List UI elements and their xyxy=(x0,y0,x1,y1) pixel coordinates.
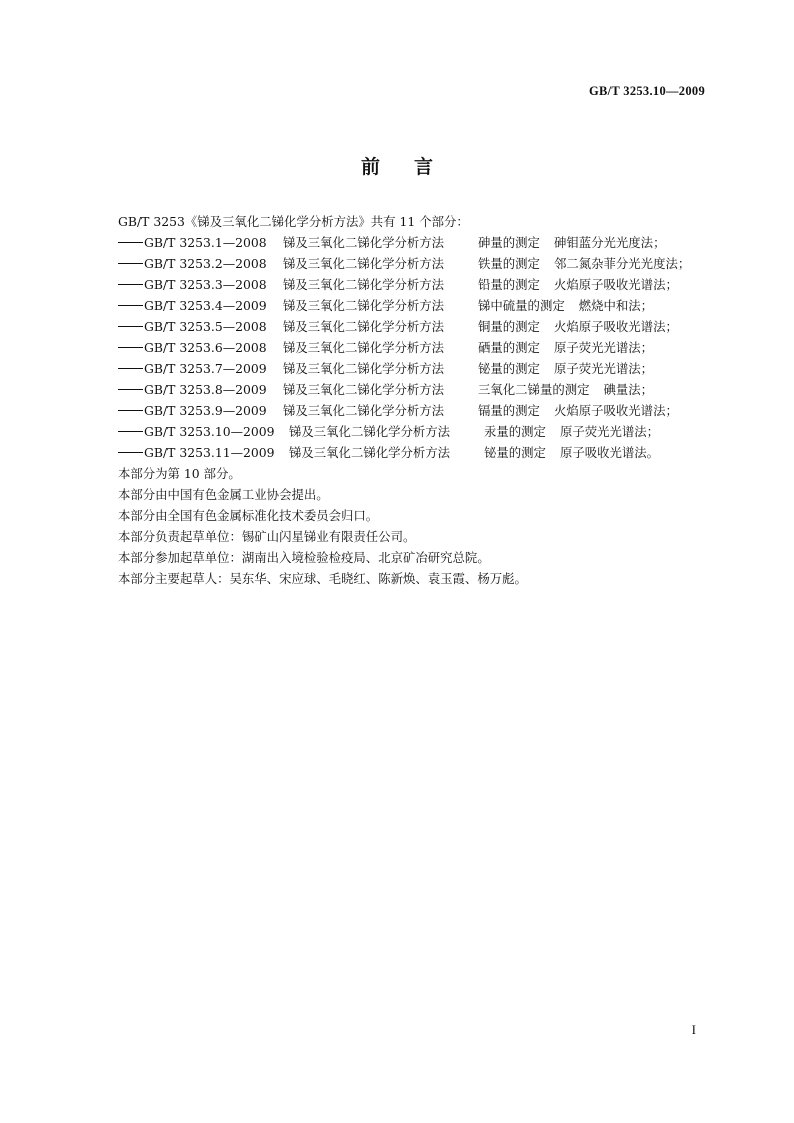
title-char-2: 言 xyxy=(414,156,434,178)
part-title: 锑及三氧化二锑化学分析方法 xyxy=(283,382,445,397)
note-line: 本部分参加起草单位：湖南出入境检验检疫局、北京矿冶研究总院。 xyxy=(118,550,490,565)
part-line xyxy=(118,379,718,400)
part-method: 火焰原子吸收光谱法； xyxy=(553,277,678,292)
part-title: 锑及三氧化二锑化学分析方法 xyxy=(283,319,445,334)
part-line xyxy=(118,253,718,274)
part-subject: 三氧化二锑量的测定 xyxy=(478,382,590,397)
title-char-1: 前 xyxy=(360,156,380,178)
part-number: GB/T 3253.6—2008 xyxy=(144,340,267,355)
part-subject: 铅量的测定 xyxy=(478,277,540,292)
part-number: GB/T 3253.5—2008 xyxy=(144,319,267,334)
part-line xyxy=(118,337,718,358)
part-number: GB/T 3253.4—2009 xyxy=(144,298,267,313)
part-line xyxy=(118,421,718,442)
part-subject: 汞量的测定 xyxy=(484,424,546,439)
part-number: GB/T 3253.10—2009 xyxy=(144,424,275,439)
em-dash xyxy=(118,452,143,453)
part-number: GB/T 3253.9—2009 xyxy=(144,403,267,418)
notes-list xyxy=(118,463,718,589)
part-method: 砷钼蓝分光光度法； xyxy=(553,235,666,250)
part-subject: 铁量的测定 xyxy=(478,256,540,271)
part-number: GB/T 3253.3—2008 xyxy=(144,277,267,292)
part-title: 锑及三氧化二锑化学分析方法 xyxy=(283,361,445,376)
part-title: 锑及三氧化二锑化学分析方法 xyxy=(289,445,451,460)
intro-line: GB/T 3253《锑及三氧化二锑化学分析方法》共有 11 个部分： xyxy=(118,214,469,229)
em-dash xyxy=(118,305,143,306)
part-subject: 硒量的测定 xyxy=(478,340,540,355)
note-line: 本部分主要起草人：吴东华、宋应球、毛晓红、陈新焕、袁玉霞、杨万彪。 xyxy=(118,571,527,586)
foreword-body xyxy=(118,211,718,589)
part-method: 邻二氮杂菲分光光度法； xyxy=(553,256,691,271)
note-line: 本部分由中国有色金属工业协会提出。 xyxy=(118,487,329,502)
part-line xyxy=(118,274,718,295)
part-method: 碘量法； xyxy=(603,382,654,397)
part-line xyxy=(118,358,718,379)
part-subject: 铜量的测定 xyxy=(478,319,540,334)
parts-list xyxy=(118,232,718,463)
part-method: 原子荧光光谱法； xyxy=(553,361,654,376)
part-subject: 铋量的测定 xyxy=(478,361,540,376)
part-title: 锑及三氧化二锑化学分析方法 xyxy=(283,277,445,292)
part-title: 锑及三氧化二锑化学分析方法 xyxy=(283,256,445,271)
part-method: 燃烧中和法； xyxy=(578,298,654,313)
part-number: GB/T 3253.8—2009 xyxy=(144,382,267,397)
part-subject: 锑中硫量的测定 xyxy=(478,298,565,313)
page-number: I xyxy=(691,1022,696,1037)
em-dash xyxy=(118,347,143,348)
part-number: GB/T 3253.7—2009 xyxy=(144,361,267,376)
em-dash xyxy=(118,263,143,264)
em-dash xyxy=(118,242,143,243)
note-line: 本部分为第 10 部分。 xyxy=(118,466,241,481)
part-method: 原子吸收光谱法。 xyxy=(559,445,660,460)
part-title: 锑及三氧化二锑化学分析方法 xyxy=(283,298,445,313)
page-title xyxy=(0,152,794,179)
part-method: 火焰原子吸收光谱法； xyxy=(553,319,678,334)
em-dash xyxy=(118,368,143,369)
part-line xyxy=(118,316,718,337)
part-subject: 砷量的测定 xyxy=(478,235,540,250)
em-dash xyxy=(118,284,143,285)
part-number: GB/T 3253.1—2008 xyxy=(144,235,267,250)
em-dash xyxy=(118,326,143,327)
part-method: 原子荧光光谱法； xyxy=(559,424,660,439)
part-subject: 镉量的测定 xyxy=(478,403,540,418)
standard-code: GB/T 3253.10—2009 xyxy=(589,84,705,98)
part-method: 原子荧光光谱法； xyxy=(553,340,654,355)
part-title: 锑及三氧化二锑化学分析方法 xyxy=(289,424,451,439)
em-dash xyxy=(118,389,143,390)
part-method: 火焰原子吸收光谱法； xyxy=(553,403,678,418)
part-subject: 铋量的测定 xyxy=(484,445,546,460)
part-title: 锑及三氧化二锑化学分析方法 xyxy=(283,235,445,250)
part-line xyxy=(118,295,718,316)
part-line xyxy=(118,232,718,253)
part-title: 锑及三氧化二锑化学分析方法 xyxy=(283,340,445,355)
note-line: 本部分由全国有色金属标准化技术委员会归口。 xyxy=(118,508,379,523)
part-line xyxy=(118,442,718,463)
em-dash xyxy=(118,431,143,432)
part-number: GB/T 3253.2—2008 xyxy=(144,256,267,271)
note-line: 本部分负责起草单位：锡矿山闪星锑业有限责任公司。 xyxy=(118,529,416,544)
part-line xyxy=(118,400,718,421)
em-dash xyxy=(118,410,143,411)
part-number: GB/T 3253.11—2009 xyxy=(144,445,275,460)
part-title: 锑及三氧化二锑化学分析方法 xyxy=(283,403,445,418)
